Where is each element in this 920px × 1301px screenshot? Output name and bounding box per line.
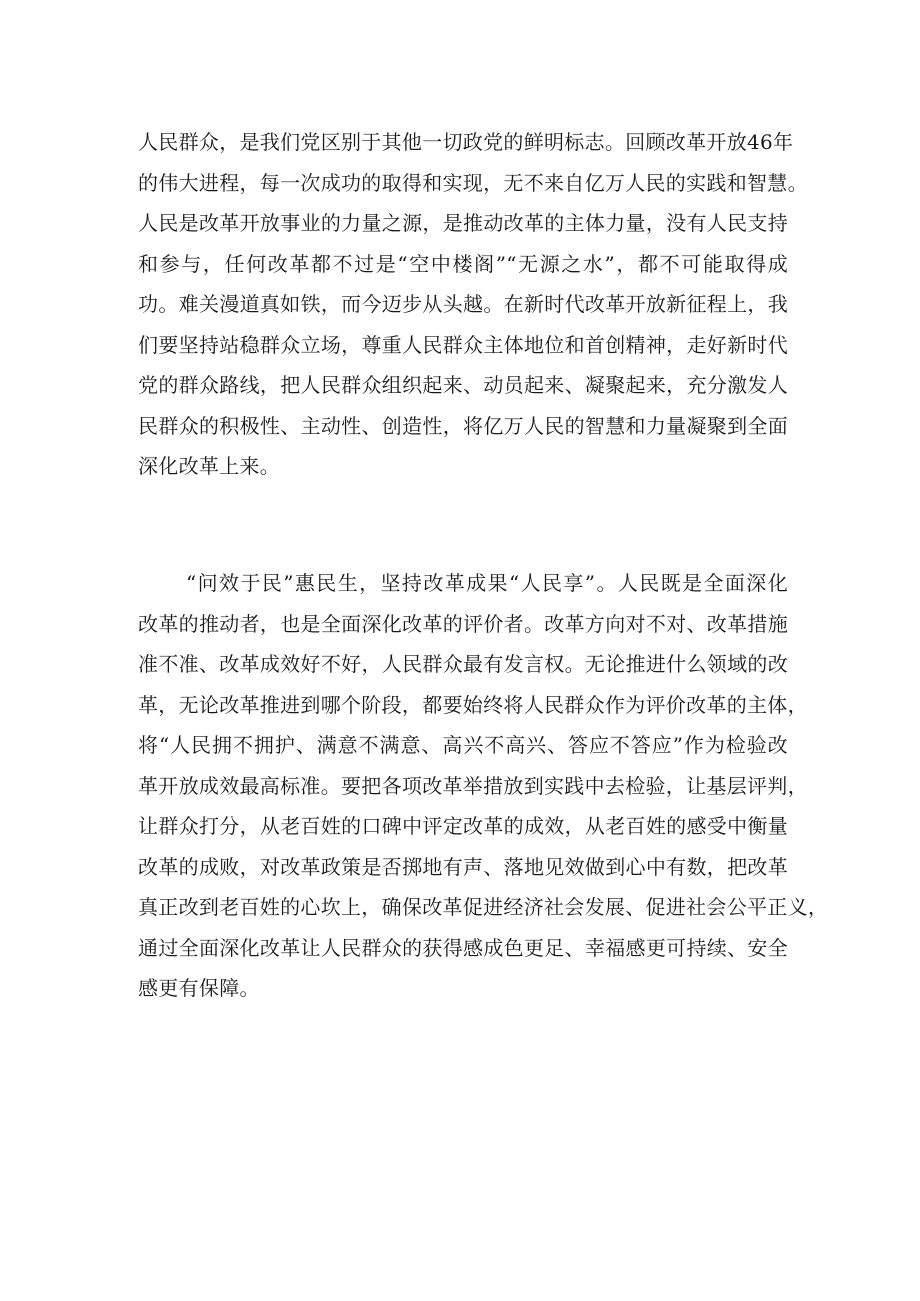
paragraph-2 [138, 563, 829, 1009]
paragraph-line: 功。难关漫道真如铁，而今迈步从头越。在新时代改革开放新征程上，我 [138, 292, 788, 316]
paragraph-line: 和参与，任何改革都不过是“空中楼阁”“无源之水”，都不可能取得成 [138, 251, 788, 276]
paragraph-line: 感更有保障。 [138, 976, 260, 1000]
paragraph-line: 改革的推动者，也是全面深化改革的评价者。改革方向对不对、改革措施 [138, 611, 788, 636]
paragraph-line: 人民群众，是我们党区别于其他一切政党的鲜明标志。回顾改革开放46年 [138, 130, 794, 154]
paragraph-line: 革开放成效最高标准。要把各项改革举措放到实践中去检验，让基层评判， [138, 773, 808, 798]
paragraph-line: 们要坚持站稳群众立场，尊重人民群众主体地位和首创精神，走好新时代 [138, 332, 788, 357]
paragraph-line: 人民是改革开放事业的力量之源，是推动改革的主体力量，没有人民支持 [138, 211, 788, 235]
paragraph-line: 党的群众路线，把人民群众组织起来、动员起来、凝聚起来，充分激发人 [138, 373, 788, 397]
paragraph-line: 真正改到老百姓的心坎上，确保改革促进经济社会发展、促进社会公平正义， [138, 895, 829, 919]
paragraph-1 [138, 122, 808, 487]
paragraph-line: 革，无论改革推进到哪个阶段，都要始终将人民群众作为评价改革的主体， [138, 692, 808, 717]
paragraph-line: 改革的成败，对改革政策是否掷地有声、落地见效做到心中有数，把改革 [138, 854, 788, 879]
paragraph-line: 准不准、改革成效好不好，人民群众最有发言权。无论推进什么领域的改 [138, 652, 788, 676]
paragraph-line: “问效于民”惠民生，坚持改革成果“人民享”。人民既是全面深化 [186, 571, 788, 595]
paragraph-line: 的伟大进程，每一次成功的取得和实现，无不来自亿万人民的实践和智慧。 [138, 170, 808, 195]
paragraph-line: 民群众的积极性、主动性、创造性，将亿万人民的智慧和力量凝聚到全面 [138, 413, 788, 438]
paragraph-line: 通过全面深化改革让人民群众的获得感成色更足、幸福感更可持续、安全 [138, 935, 788, 960]
paragraph-line: 让群众打分，从老百姓的口碑中评定改革的成效，从老百姓的感受中衡量 [138, 814, 788, 838]
paragraph-line: 深化改革上来。 [138, 454, 281, 478]
paragraph-line: 将“人民拥不拥护、满意不满意、高兴不高兴、答应不答应”作为检验改 [138, 733, 788, 757]
